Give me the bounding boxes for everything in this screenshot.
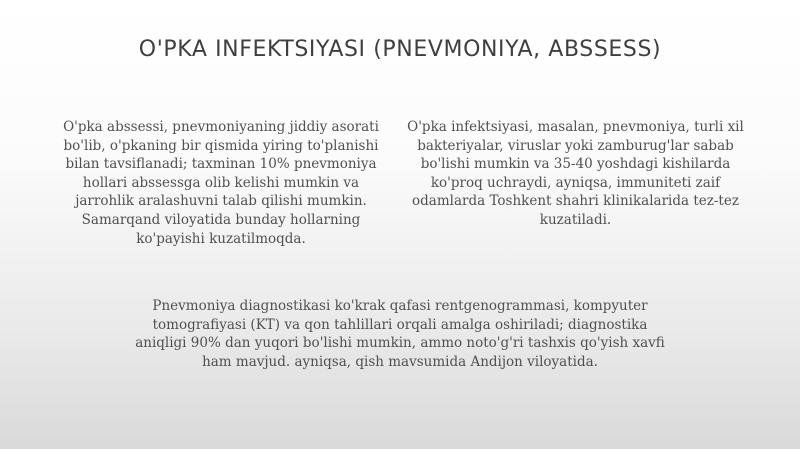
slide-title: O'PKA INFEKTSIYASI (PNEVMONIYA, ABSSESS) [138,37,662,62]
right-paragraph: O'pka infektsiyasi, masalan, pnevmoniya, turli xil bakteriyalar, viruslar yoki zamburug'lar sabab bo'lishi mumkin va 35-40 yoshdagi kishilarda ko'proq uchraydi, ayniqsa, immuniteti zaif odamlarda Toshkent shahri klinikalarida tez-tez kuzatiladi. [407,119,744,228]
left-paragraph: O'pka abssessi, pnevmoniyaning jiddiy asorati bo'lib, o'pkaning bir qismida yiring to'planishi bilan tavsiflanadi; taxminan 10% pnevmoniya hollari abssessga olib kelishi mumkin va jarrohlik aralashuvni talab qilishi mumkin. Samarqand viloyatida bunday hollarning ko'payishi kuzatilmoqda. [63,119,379,247]
bottom-paragraph: Pnevmoniya diagnostikasi ko'krak qafasi rentgenogrammasi, kompyuter tomografiyasi (KT) va qon tahlillari orqali amalga oshiriladi; diagnostika aniqligi 90% dan yuqori bo'lishi mumkin, ammo noto'g'ri tashxis qo'yish xavfi ham mavjud. ayniqsa, qish mavsumida Andijon viloyatida. [135,298,665,370]
